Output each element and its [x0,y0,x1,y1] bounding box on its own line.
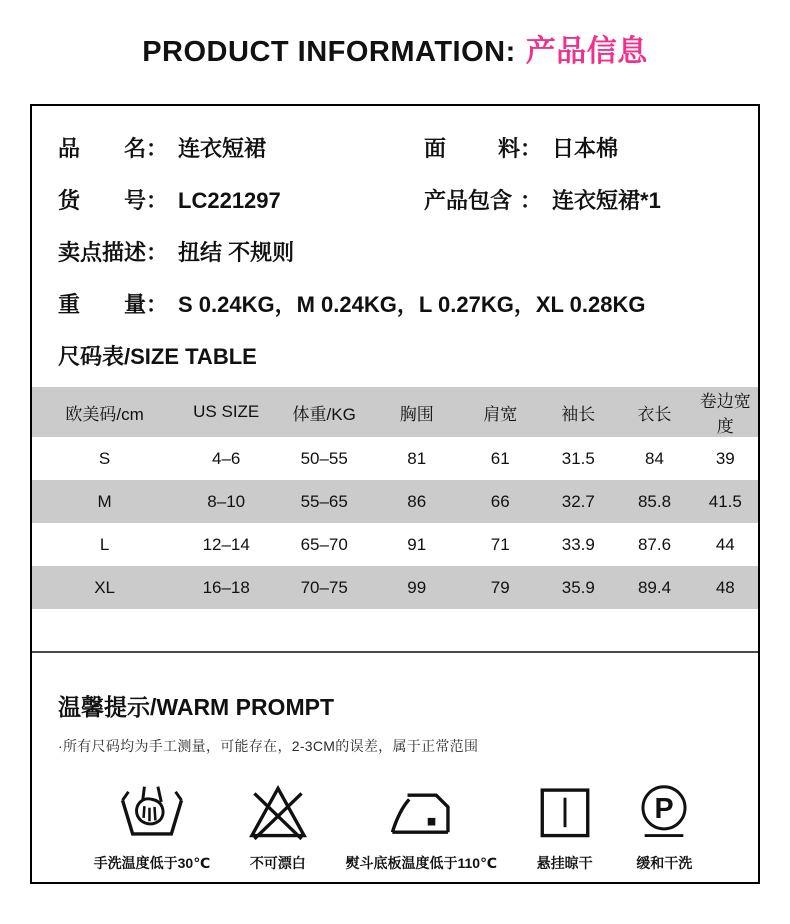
field-package-contents [424,184,734,215]
cell: 81 [407,448,427,468]
cell: S [98,448,111,468]
cell: XL [94,577,115,597]
size-table-header-row [32,387,758,437]
care-label: 缓和干洗 [636,855,693,871]
hang-dry-icon [533,780,597,844]
column-header: 袖长 [561,404,596,424]
table-row-size-m [32,480,758,523]
cell: 16–18 [202,577,250,597]
iron-low-temp-icon [389,780,453,844]
cell: 44 [715,534,735,554]
cell: 84 [645,448,664,468]
field-colon: ： [146,188,169,213]
cell: 91 [407,534,427,554]
care-item-hand-wash [94,780,211,873]
warm-prompt-section [32,653,758,873]
cell: 31.5 [561,448,595,468]
field-value: LC221297 [178,188,281,213]
cell: 8–10 [207,491,246,511]
attribute-row-name-fabric [58,132,734,160]
cell: 79 [490,577,510,597]
cell: 86 [407,491,427,511]
cell: 39 [715,448,735,468]
warm-prompt-title: 温馨提示/WARM PROMPT [58,694,334,720]
care-item-gentle-dry-clean [632,780,696,873]
column-header: 欧美码/cm [65,404,144,424]
field-label: 品 名 [58,136,146,161]
field-label: 面 料 [424,136,520,161]
warm-prompt-note: ·所有尺码均为手工测量，可能存在，2-3CM的误差，属于正常范围 [58,738,479,754]
care-item-hang-dry [533,780,597,873]
table-row-size-s [32,437,758,480]
cell: 48 [715,577,735,597]
cell: 55–65 [300,491,348,511]
svg-text:P: P [654,792,674,825]
product-attributes [32,106,758,316]
care-label: 悬挂晾干 [536,855,593,871]
size-table [32,387,758,609]
size-table-title: 尺码表/SIZE TABLE [58,344,257,369]
cell: 71 [490,534,510,554]
care-label: 熨斗底板温度低于110℃ [345,855,497,871]
cell: 99 [407,577,427,597]
page-title [0,26,790,70]
field-fabric [424,132,734,163]
care-item-iron-low-temp [345,780,497,873]
hand-wash-icon [120,780,184,844]
field-value: S 0.24KG，M 0.24KG，L 0.27KG，XL 0.28KG [178,292,646,317]
field-label: 卖点描述 [58,240,147,265]
cell: L [99,534,110,554]
care-label: 不可漂白 [249,855,306,871]
cell: M [97,491,112,511]
field-value: 扭结 不规则 [178,240,295,265]
cell: 65–70 [300,534,348,554]
field-colon: ： [520,188,543,213]
field-weight [58,288,646,319]
cell: 66 [490,491,510,511]
page-title-en: PRODUCT INFORMATION: [142,36,516,68]
gentle-dry-clean-icon [632,780,696,844]
field-label: 产品包含 [424,188,513,213]
cell: 85.8 [637,491,672,511]
cell: 87.6 [637,534,672,554]
care-instructions [58,780,732,873]
column-header: 胸围 [399,404,434,424]
column-header: 体重/KG [292,404,356,424]
cell: 50–55 [300,448,348,468]
care-label: 手洗温度低于30℃ [93,855,211,871]
product-info-panel [30,104,760,884]
attribute-row-weight [58,288,734,316]
table-row-size-xl [32,566,758,609]
field-colon: ： [146,136,169,161]
field-value: 日本棉 [552,136,619,161]
cell: 12–14 [202,534,250,554]
field-item-number [58,184,424,215]
cell: 35.9 [561,577,595,597]
field-selling-point [58,236,294,267]
care-item-no-bleach [246,780,310,873]
cell: 4–6 [212,448,241,468]
column-header: 卷边宽度 [699,392,751,436]
no-bleach-icon [246,780,310,844]
cell: 33.9 [561,534,595,554]
table-row-size-l [32,523,758,566]
field-value: 连衣短裙*1 [552,188,661,213]
field-colon: ： [520,136,543,161]
cell: 89.4 [637,577,672,597]
page-title-zh: 产品信息 [525,35,648,68]
field-colon: ： [146,292,169,317]
attribute-row-sku-contents [58,184,734,212]
field-value: 连衣短裙 [178,136,267,161]
cell: 61 [490,448,510,468]
cell: 70–75 [300,577,348,597]
column-header: US SIZE [193,402,260,421]
field-label: 货 号 [58,188,146,213]
column-header: 肩宽 [483,404,518,424]
field-product-name [58,132,424,163]
cell: 32.7 [561,491,595,511]
attribute-row-selling-point [58,236,734,264]
field-label: 重 量 [58,292,146,317]
field-colon: ： [146,240,169,265]
cell: 41.5 [708,491,742,511]
column-header: 衣长 [637,404,672,424]
